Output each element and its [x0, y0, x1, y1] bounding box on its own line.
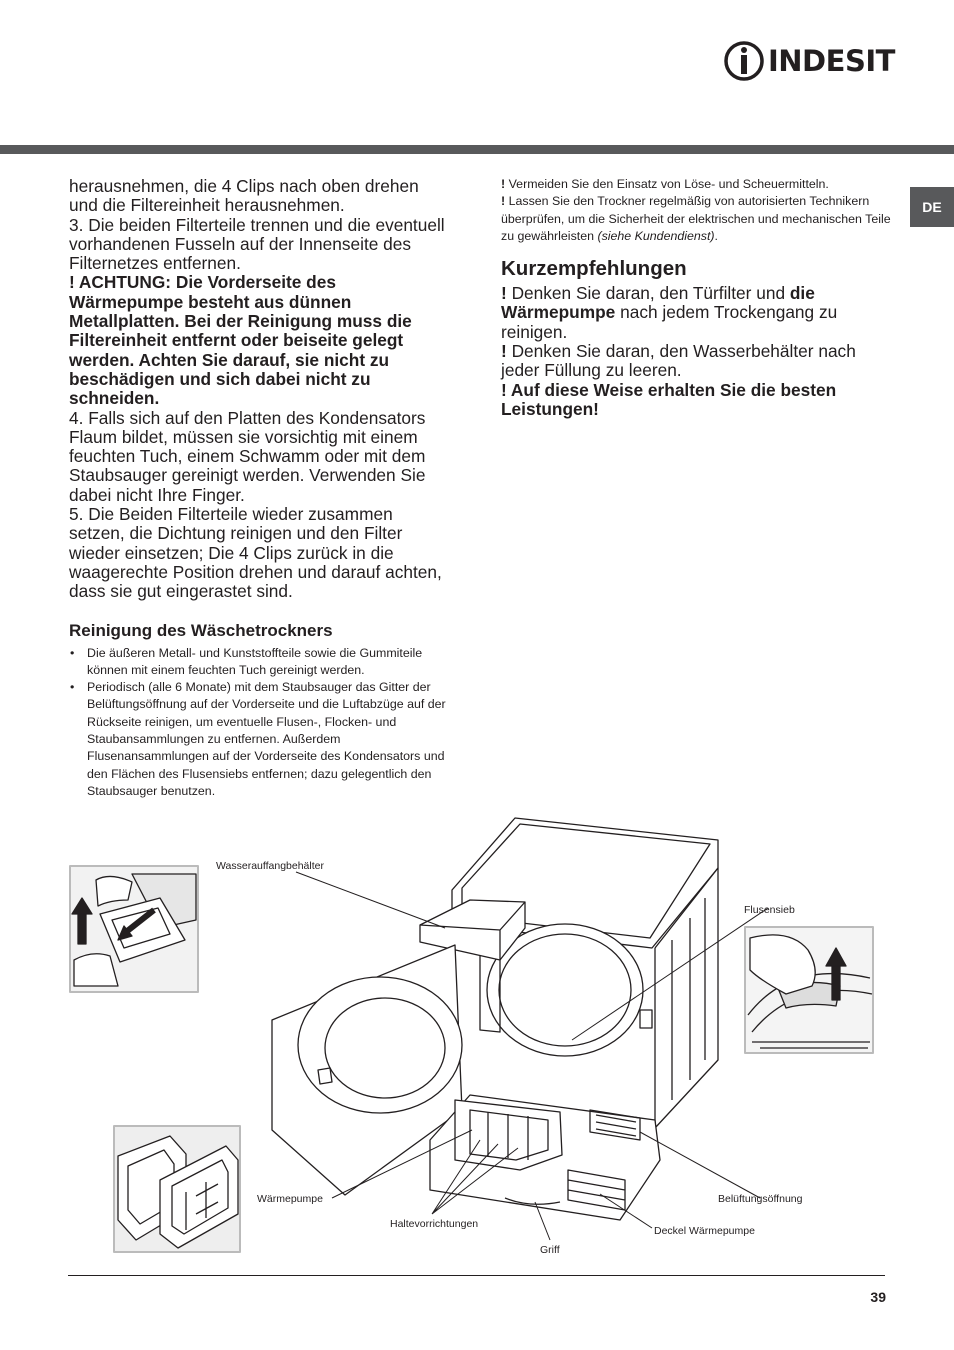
- left-column: [69, 177, 449, 800]
- label-lint-filter: Flusensieb: [744, 904, 795, 916]
- list-item: • Periodisch (alle 6 Monate) mit dem Staubsauger das Gitter der Belüftungsöffnung auf der Vorderseite und die Luftabzüge auf der Rückseite reinigen, um eventuelle Flusen-, Flocken- und Staubansammlungen zu entfernen. Außerdem Flusenansammlungen auf der Vorderseite des Kondensators und den Flächen des Flusensiebs entfernen; dazu gelegentlich den Staubsauger benutzen.: [87, 679, 449, 800]
- dryer-drawing: [0, 810, 954, 1275]
- note-mark: !: [501, 194, 506, 209]
- tip-1-text-c: nach jedem Trockengang zu reinigen.: [501, 302, 838, 342]
- section-title-cleaning: Reinigung des Wäschetrockners: [69, 620, 333, 640]
- paragraph-step-4: 4. Falls sich auf den Platten des Kondensators Flaum bildet, müssen sie vorsichtig mit einem feuchten Tuch, einem Schwamm oder mit dem Staubsauger gereinigt werden. Verwenden Sie dabei nicht Ihre Finger.: [69, 407, 426, 505]
- list-item: • Die äußeren Metall- und Kunststoffteile sowie die Gummiteile können mit einem feuchten Tuch gereinigt werden.: [87, 645, 449, 680]
- cleaning-list: [69, 645, 449, 801]
- note-2-reference: (siehe Kundendienst): [597, 228, 715, 243]
- note-1-text: Vermeiden Sie den Einsatz von Löse- und Scheuermitteln.: [508, 177, 829, 191]
- indesit-i-icon: [724, 40, 764, 82]
- section-title-tips: Kurzempfehlungen: [501, 257, 687, 281]
- inset-lint-filter: [745, 927, 873, 1053]
- paragraph-step-5: 5. Die Beiden Filterteile wieder zusammen setzen, die Dichtung reinigen und den Filter wieder einsetzen; Die 4 Clips zurück in die waagerechte Position drehen und darauf achten, dass sie gut eingerastet sind.: [69, 504, 442, 602]
- paragraph-step-3: 3. Die beiden Filterteile trennen und die eventuell vorhandenen Fusseln auf der Innenseite des Filternetzes entfernen.: [69, 214, 445, 274]
- note-1: [501, 176, 891, 193]
- label-holders: Haltevorrichtungen: [390, 1218, 479, 1230]
- label-vent-opening: Belüftungsöffnung: [718, 1193, 803, 1205]
- tip-2-text: Denken Sie daran, den Wasserbehälter nach jeder Füllung zu leeren.: [501, 341, 856, 381]
- brand-name: INDESIT: [768, 44, 895, 78]
- paragraph-1: herausnehmen, die 4 Clips nach oben drehen und die Filtereinheit herausnehmen.: [69, 176, 419, 216]
- label-water-container: Wasserauffangbehälter: [216, 860, 324, 872]
- warning-text: ! ACHTUNG: Die Vorderseite des Wärmepumpe besteht aus dünnen Metallplatten. Bei der Reinigung muss die Filtereinheit entfernt oder beiseite gelegt werden. Achten Sie darauf, sie nicht zu beschädigen und sich dabei nicht zu schneiden.: [69, 272, 412, 409]
- tip-1-text-a: Denken Sie daran, den Türfilter und: [511, 283, 786, 304]
- indesit-logo: [724, 40, 895, 82]
- tip-3: [501, 381, 891, 420]
- footer-rule: [68, 1275, 885, 1276]
- note-mark: !: [501, 177, 506, 191]
- warning-paragraph: [69, 273, 449, 408]
- inset-filter-parts: [114, 1126, 240, 1252]
- language-tab: DE: [910, 187, 954, 227]
- right-column: [501, 176, 891, 419]
- tip-mark: !: [501, 283, 507, 304]
- label-handle: Griff: [540, 1244, 560, 1256]
- label-heat-pump-cover: Deckel Wärmepumpe: [654, 1225, 755, 1237]
- tip-1: [501, 284, 891, 342]
- header-bar: [0, 145, 954, 154]
- label-heat-pump: Wärmepumpe: [257, 1193, 323, 1205]
- dryer-illustration: [0, 810, 954, 1275]
- tip-mark: !: [501, 341, 507, 362]
- note-2: [501, 193, 891, 245]
- tip-3-text: ! Auf diese Weise erhalten Sie die besten Leistungen!: [501, 379, 837, 419]
- note-2-end: .: [714, 228, 718, 243]
- note-2-text: Lassen Sie den Trockner regelmäßig von autorisierten Technikern überprüfen, um die Sicherheit der elektrischen und mechanischen Teile zu gewährleisten: [501, 194, 891, 243]
- dryer-body: [272, 818, 718, 1220]
- page-number: 39: [870, 1289, 886, 1305]
- inset-water-container: [70, 866, 198, 992]
- tip-2: [501, 342, 891, 381]
- tip-1-text-b: die Wärmepumpe: [501, 283, 815, 323]
